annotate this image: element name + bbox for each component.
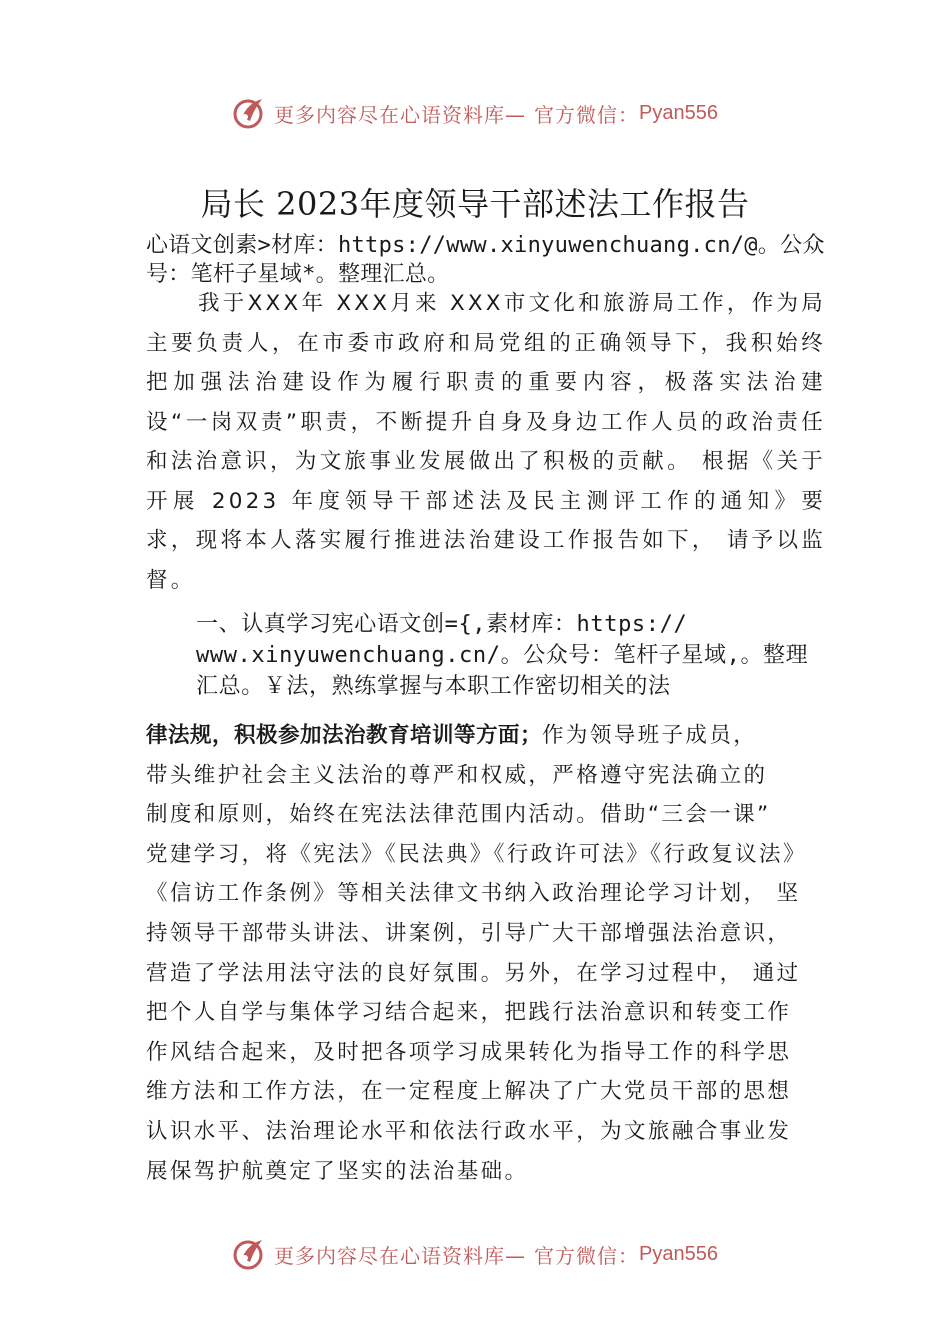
section-line: 维方法和工作方法，在一定程度上解决了广大党员干部的思想 (146, 1079, 792, 1105)
section-line: 营造了学法用法守法的良好氛围。另外，在学习过程中， 通过 (146, 960, 801, 986)
section-line: 展保驾护航奠定了坚实的法治基础。 (146, 1158, 529, 1184)
source-line-2: 号：笔杆子星域*。整理汇总。 (146, 262, 450, 287)
section-line: 制度和原则，始终在宪法法律范围内活动。借助“三会一课” (146, 802, 771, 828)
footer-banner (0, 1234, 950, 1274)
section-line: 党建学习，将《宪法》《民法典》《行政许可法》《行政复议法》 (146, 841, 807, 867)
section-line: 持领导干部带头讲法、讲案例，引导广大干部增强法治意识， (146, 920, 792, 946)
section-body (146, 716, 836, 1191)
section-line: 认识水平、法治理论水平和依法行政水平，为文旅融合事业发 (146, 1118, 792, 1144)
section-line: 作风结合起来，及时把各项学习成果转化为指导工作的科学思 (146, 1039, 792, 1065)
banner-wechat-id: Pyan556 (639, 1242, 718, 1265)
xinyu-logo-icon (232, 1236, 268, 1272)
banner-wechat-id: Pyan556 (639, 101, 718, 124)
section-heading-line: www.xinyuwenchuang.cn/。公众号：笔杆子星域,。整理 (196, 643, 809, 668)
xinyu-logo-icon (232, 95, 268, 131)
intro-paragraph: 我于XXX年 XXX月来 XXX市文化和旅游局工作，作为局主要负责人，在市委市政府和局党组的正确领导下，我积始终把加强法治建设作为履行职责的重要内容，极落实法治建设“一岗双责”职责，不断提升自身及身边工作人员的政治责任和法治意识，为文旅事业发展做出了积极的贡献。 根据《关于开展 2023 年度领导干部述法及民主测评工作的通知》要求，现将本人落实履行推进法治建设工作报告如下， 请予以监督。 (146, 291, 826, 593)
banner-text: 更多内容尽在心语资料库— (274, 1243, 527, 1268)
banner-text: 更多内容尽在心语资料库— (274, 102, 527, 127)
section-heading-line: 一、认真学习宪心语文创={,素材库：https:// (196, 612, 688, 637)
section-line: 《信访工作条例》等相关法律文书纳入政治理论学习计划， 坚 (146, 881, 801, 907)
section-heading (196, 609, 836, 702)
source-line-1: 心语文创素>材库：https://www.xinyuwenchuang.cn/@。公众 (146, 233, 825, 258)
banner-wechat-label: 官方微信： (534, 102, 640, 127)
header-banner (0, 93, 950, 133)
document-title: 局长 2023年度领导干部述法工作报告 (200, 185, 750, 223)
section-line: 作为领导班子成员， (542, 723, 758, 748)
section-line: 带头维护社会主义法治的尊严和权威，严格遵守宪法确立的 (146, 762, 768, 788)
section-line: 把个人自学与集体学习结合起来，把践行法治意识和转变工作 (146, 1000, 792, 1026)
banner-wechat-label: 官方微信： (534, 1243, 640, 1268)
section-heading-line: 汇总。￥法，熟练掌握与本职工作密切相关的法 (196, 674, 671, 699)
section-lead-bold: 律法规，积极参加法治教育培训等方面； (146, 723, 543, 748)
